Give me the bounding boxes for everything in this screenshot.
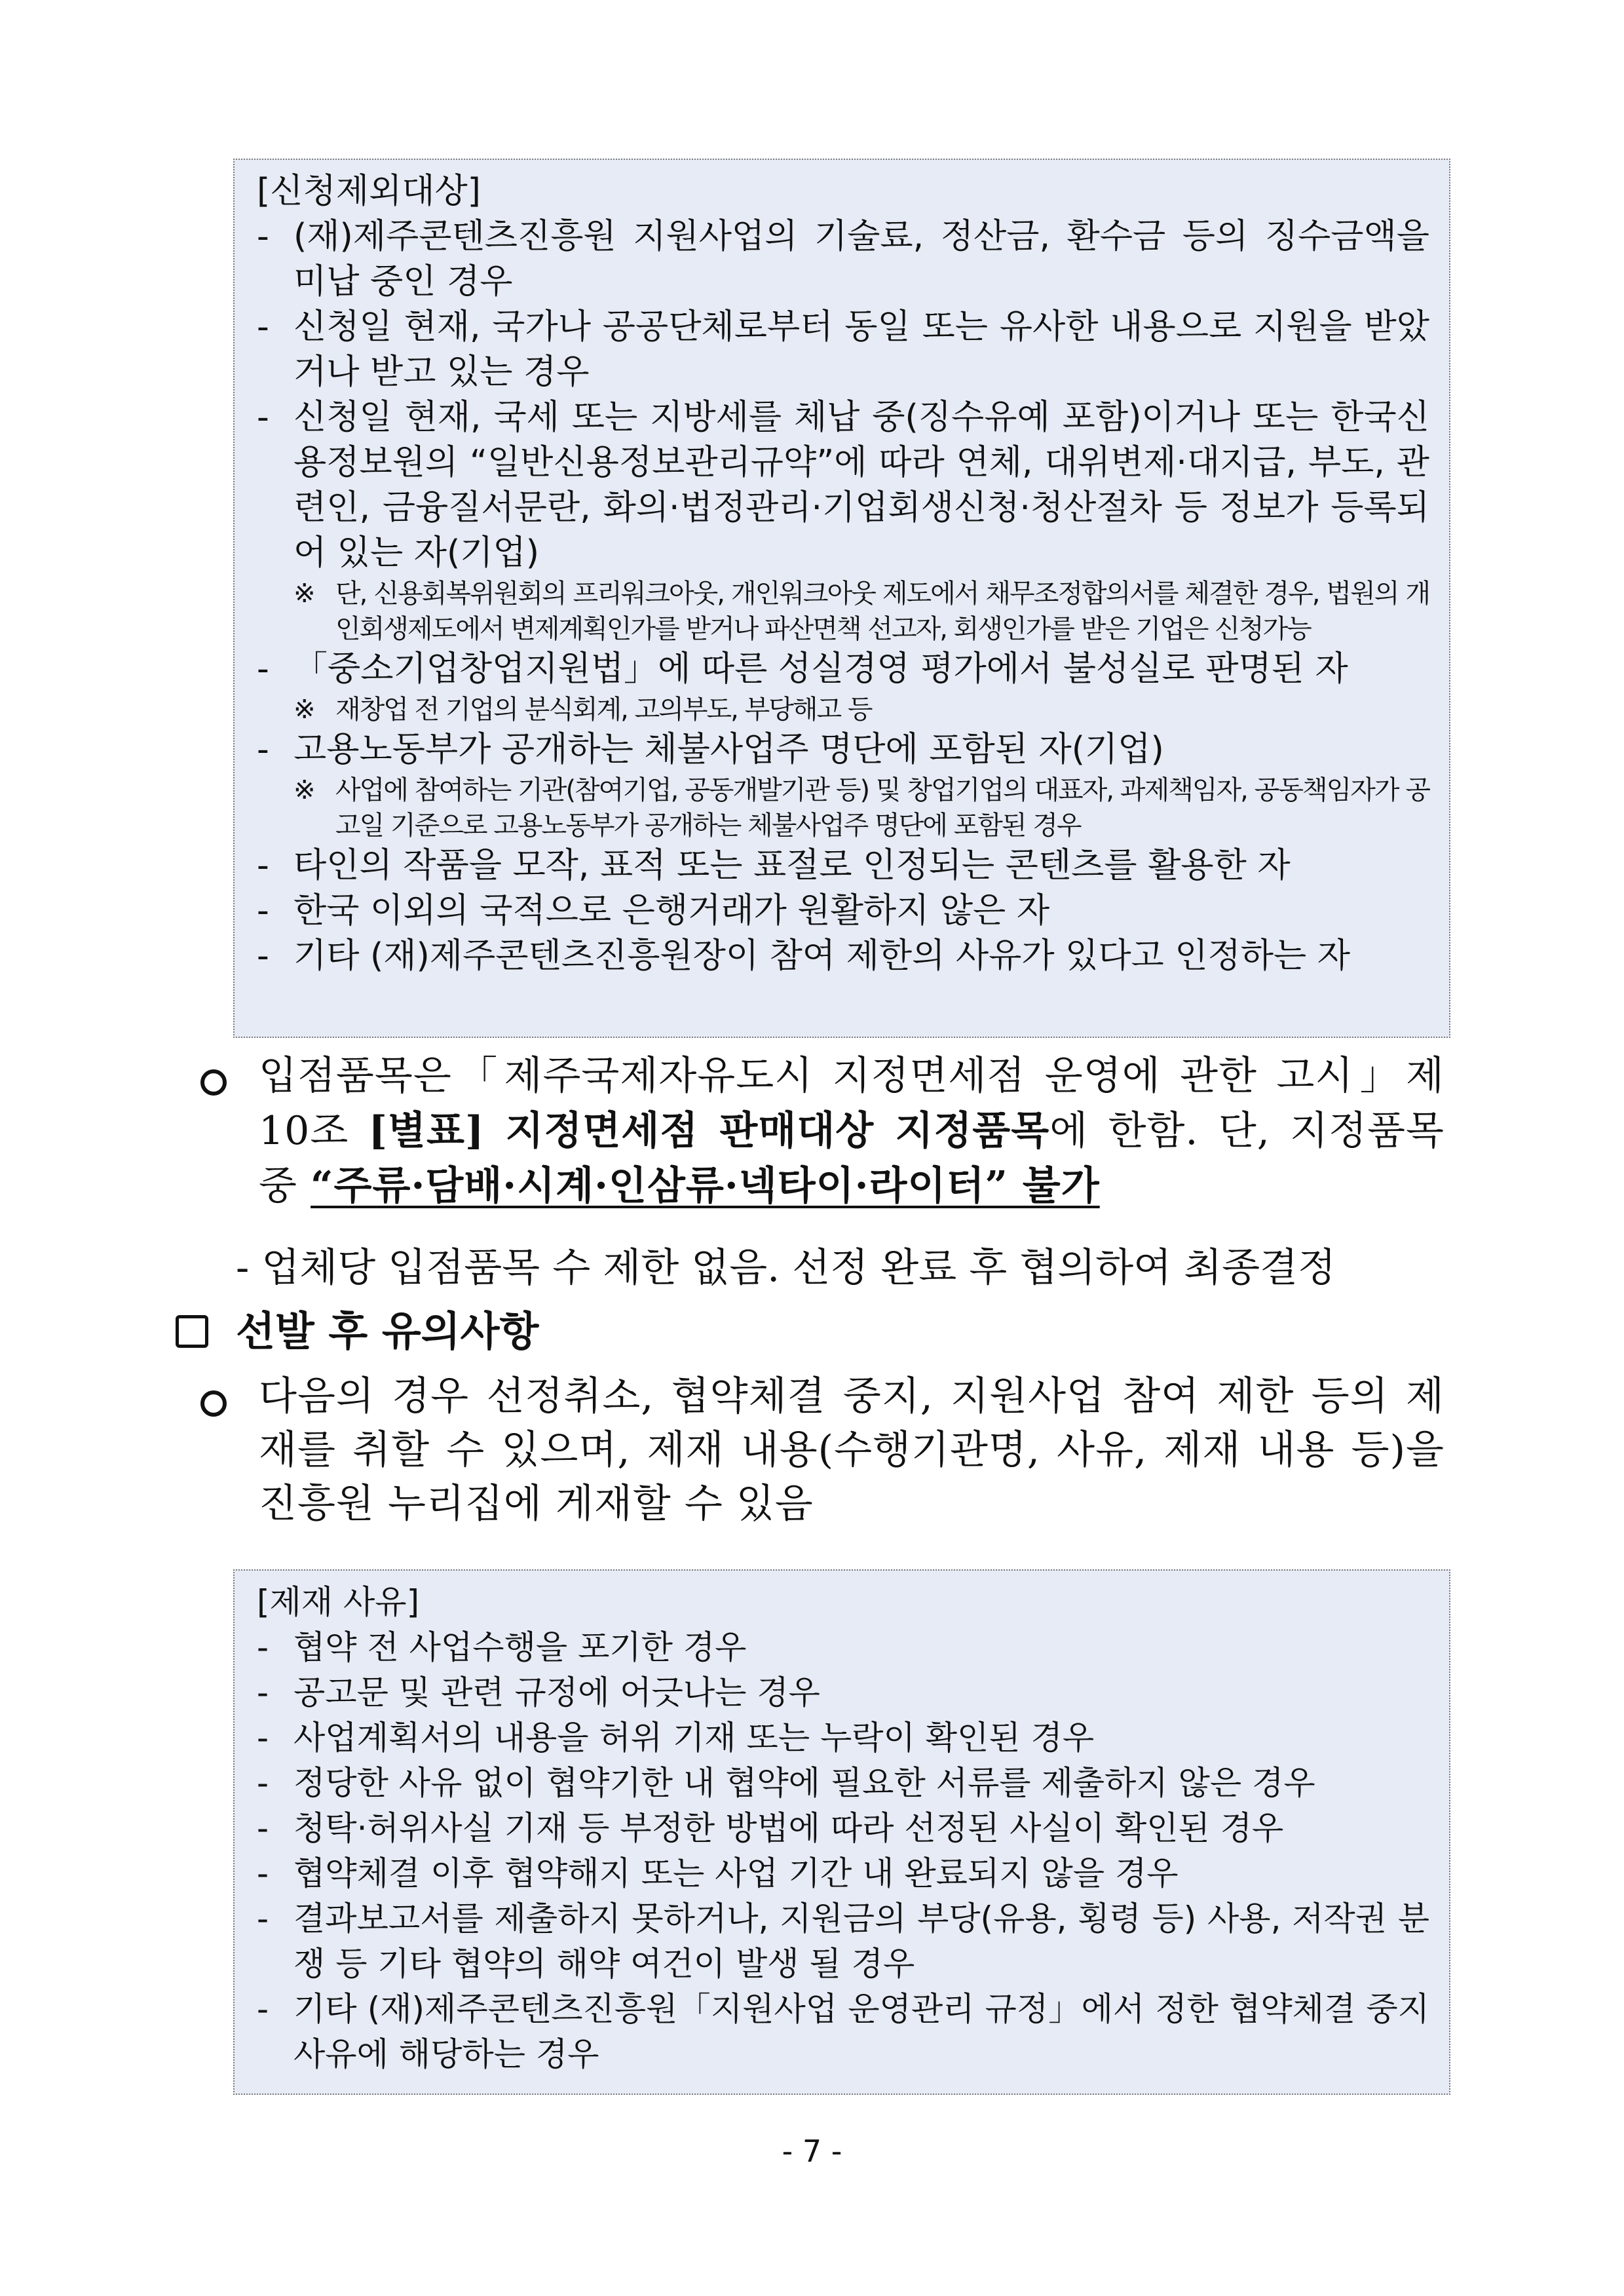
sanction-item: - 청탁·허위사실 기재 등 부정한 방법에 따라 선정된 사실이 확인된 경우 bbox=[257, 1809, 1284, 1847]
excluded-items: “주류·담배·시계·인삼류·넥타이·라이터” 불가 bbox=[311, 1163, 1100, 1209]
circle-bullet-icon bbox=[200, 1390, 227, 1417]
exclusion-item: - 타인의 작품을 모작, 표적 또는 표절로 인정되는 콘텐츠를 활용한 자 bbox=[257, 846, 1291, 885]
exclusion-item: - (재)제주콘텐츠진흥원 지원사업의 기술료, 정산금, 환수금 등의 징수금액을 미납 중인 경우 bbox=[257, 217, 1429, 301]
exclusion-item: - 신청일 현재, 국세 또는 지방세를 체납 중(징수유예 포함)이거나 또는 한국신용정보원의 “일반신용정보관리규약”에 따라 연체, 대위변제·대지급, 부도, 관련인, 금융질서문란, 화의·법정관리·기업회생신청·청산절차 등 정보가 등록되어 있는 자(기업) bbox=[257, 398, 1429, 573]
circle-bullet-icon bbox=[200, 1069, 227, 1096]
sanctions-paragraph: 다음의 경우 선정취소, 협약체결 중지, 지원사업 참여 제한 등의 제재를 취할 수 있으며, 제재 내용(수행기관명, 사유, 제재 내용 등)을 진흥원 누리집에 게재할 수 있음 bbox=[259, 1373, 1445, 1527]
page-number: - 7 - bbox=[782, 2133, 842, 2169]
exclusion-box bbox=[233, 159, 1450, 1038]
sanction-item: - 협약체결 이후 협약해지 또는 사업 기간 내 완료되지 않을 경우 bbox=[257, 1854, 1179, 1892]
section-title: 선발 후 유의사항 bbox=[236, 1307, 539, 1355]
exclusion-item: - 기타 (재)제주콘텐츠진흥원장이 참여 제한의 사유가 있다고 인정하는 자 bbox=[257, 936, 1351, 976]
sanction-reasons-box bbox=[233, 1569, 1450, 2095]
checkbox-square-icon bbox=[176, 1315, 208, 1348]
exclusion-item: - 「중소기업창업지원법」에 따른 성실경영 평가에서 불성실로 판명된 자 bbox=[257, 649, 1348, 689]
exclusion-note: ※ 재창업 전 기업의 분식회계, 고의부도, 부당해고 등 bbox=[293, 695, 872, 725]
exclusion-box-title: [신청제외대상] bbox=[257, 172, 481, 211]
designated-items-reference: [별표] 지정면세점 판매대상 지정품목 bbox=[368, 1108, 1050, 1154]
sanction-box-title: [제재 사유] bbox=[257, 1583, 420, 1621]
sanction-item: - 협약 전 사업수행을 포기한 경우 bbox=[257, 1628, 747, 1666]
product-count-note: - 업체당 입점품목 수 제한 없음. 선정 완료 후 협의하여 최종결정 bbox=[236, 1245, 1336, 1291]
sanction-item: - 사업계획서의 내용을 허위 기재 또는 누락이 확인된 경우 bbox=[257, 1719, 1095, 1757]
exclusion-note: ※ 사업에 참여하는 기관(참여기업, 공동개발기관 등) 및 창업기업의 대표자, 과제책임자, 공동책임자가 공고일 기준으로 고용노동부가 공개하는 체불사업주 명단에 포함된 경우 bbox=[293, 775, 1429, 841]
sanction-item: - 결과보고서를 제출하지 못하거나, 지원금의 부당(유용, 횡령 등) 사용, 저작권 분쟁 등 기타 협약의 해약 여건이 발생 될 경우 bbox=[257, 1900, 1429, 1983]
product-scope-paragraph: 입점품목은「제주국제자유도시 지정면세점 운영에 관한 고시」제10조 [별표] 지정면세점 판매대상 지정품목에 한함. 단, 지정품목 중 “주류·담배·시계·인삼류·넥타이·라이터” 불가 bbox=[259, 1053, 1445, 1209]
exclusion-item: - 한국 이외의 국적으로 은행거래가 원활하지 않은 자 bbox=[257, 891, 1050, 930]
exclusion-item: - 신청일 현재, 국가나 공공단체로부터 동일 또는 유사한 내용으로 지원을 받았거나 받고 있는 경우 bbox=[257, 307, 1429, 392]
exclusion-item: - 고용노동부가 공개하는 체불사업주 명단에 포함된 자(기업) bbox=[257, 730, 1164, 769]
sanction-item: - 기타 (재)제주콘텐츠진흥원「지원사업 운영관리 규정」에서 정한 협약체결 중지 사유에 해당하는 경우 bbox=[257, 1990, 1429, 2073]
exclusion-note: ※ 단, 신용회복위원회의 프리워크아웃, 개인워크아웃 제도에서 채무조정합의서를 체결한 경우, 법원의 개인회생제도에서 변제계획인가를 받거나 파산면책 선고자, 회생인가를 받은 기업은 신청가능 bbox=[293, 579, 1429, 644]
sanction-item: - 공고문 및 관련 규정에 어긋나는 경우 bbox=[257, 1674, 820, 1712]
sanction-item: - 정당한 사유 없이 협약기한 내 협약에 필요한 서류를 제출하지 않은 경우 bbox=[257, 1764, 1315, 1802]
